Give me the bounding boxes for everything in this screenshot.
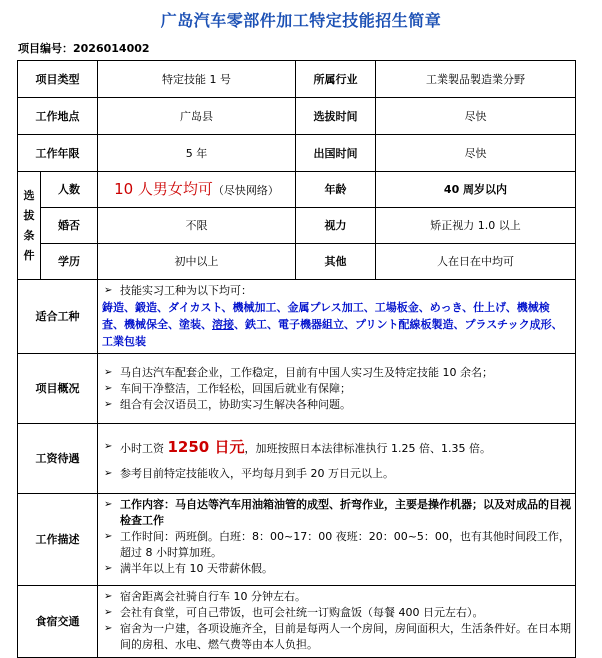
marriage-label: 婚否 [41,208,98,244]
table-row [18,424,576,494]
list-item: ➢ 小时工资 1250 日元，加班按照日本法律标准执行 1.25 倍、1.35 倍。 [102,436,571,460]
type-label: 项目类型 [18,61,98,98]
living-label: 食宿交通 [18,586,98,658]
other-label: 其他 [296,244,376,280]
location-value: 广岛县 [98,98,296,135]
vision-value: 矫正视力 1.0 以上 [376,208,576,244]
living-content [98,586,576,658]
table-row [18,98,576,135]
other-value: 人在日在中均可 [376,244,576,280]
list-item: ➢ 宿舍为一户建，各项设施齐全，目前是每两人一个房间，房间面积大，生活条件好。在日本期间的房租、水电、燃气费等由本人负担。 [102,621,571,653]
location-label: 工作地点 [18,98,98,135]
list-item: ➢ 马自达汽车配套企业，工作稳定，目前有中国人实习生及特定技能 10 余名； [102,365,571,381]
table-row [18,354,576,424]
table-row [18,586,576,658]
marriage-value: 不限 [98,208,296,244]
overview-label: 项目概况 [18,354,98,424]
list-item: ➢ 组合有会汉语员工，协助实习生解决各种问题。 [102,397,571,413]
depart-label: 出国时间 [296,135,376,172]
table-row [18,61,576,98]
list-item: ➢ 满半年以上有 10 天带薪休假。 [102,561,571,577]
type-value: 特定技能 1 号 [98,61,296,98]
job-types-label: 适合工种 [18,280,98,354]
table-row [18,172,576,208]
industry-label: 所属行业 [296,61,376,98]
table-row [18,494,576,586]
job-types-content [98,280,576,354]
vision-label: 视力 [296,208,376,244]
education-label: 学历 [41,244,98,280]
list-item: ➢ 工作内容：马自达等汽车用油箱油管的成型、折弯作业，主要是操作机器；以及对成品的目视检查工作 [102,497,571,529]
table-row [18,208,576,244]
term-label: 工作年限 [18,135,98,172]
list-item: ➢ 会社有食堂，可自己带饭，也可会社统一订购盒饭（每餐 400 日元左右）。 [102,605,571,621]
term-value: 5 年 [98,135,296,172]
age-label: 年龄 [296,172,376,208]
recruitment-table [17,60,575,658]
job-types-intro: ➢ 技能实习工种为以下均可： [102,283,571,299]
count-note: （尽快网络） [212,183,279,197]
table-row [18,135,576,172]
overview-content [98,354,576,424]
exam-time-label: 选拔时间 [296,98,376,135]
selection-vertical-label: 选 拔 条 件 [18,172,41,280]
table-row [18,280,576,354]
list-item: ➢ 参考目前特定技能收入，平均每月到手 20 万日元以上。 [102,466,571,482]
industry-value: 工業製品製造業分野 [376,61,576,98]
exam-time-value: 尽快 [376,98,576,135]
depart-value: 尽快 [376,135,576,172]
count-value [98,172,296,208]
list-item: ➢ 车间干净整洁，工作轻松，回国后就业有保障； [102,381,571,397]
job-types-list: 鋳造、鍛造、ダイカスト、機械加工、金属プレス加工、工場板金、めっき、仕上げ、機械検査、機械保全、塗装、溶接、鉄工、電子機器組立、プリント配線板製造、プラスチック成形、工業包装 [102,301,563,348]
list-item: ➢ 工作时间：两班倒。白班：8：00~17：00 夜班：20：00~5：00，也有其他时间段工作，超过 8 小时算加班。 [102,529,571,561]
table-row [18,244,576,280]
list-item: ➢ 宿舍距离会社骑自行车 10 分钟左右。 [102,589,571,605]
job-desc-label: 工作描述 [18,494,98,586]
job-desc-content [98,494,576,586]
age-value: 40 周岁以内 [376,172,576,208]
project-number: 项目编号：2026014002 [18,42,150,55]
education-value: 初中以上 [98,244,296,280]
page-title: 广岛汽车零部件加工特定技能招生简章 [160,11,442,30]
wage-amount: 1250 日元 [167,437,245,456]
count-label: 人数 [41,172,98,208]
wage-label: 工资待遇 [18,424,98,494]
count-main: 10 人男女均可 [114,179,213,198]
wage-content [98,424,576,494]
